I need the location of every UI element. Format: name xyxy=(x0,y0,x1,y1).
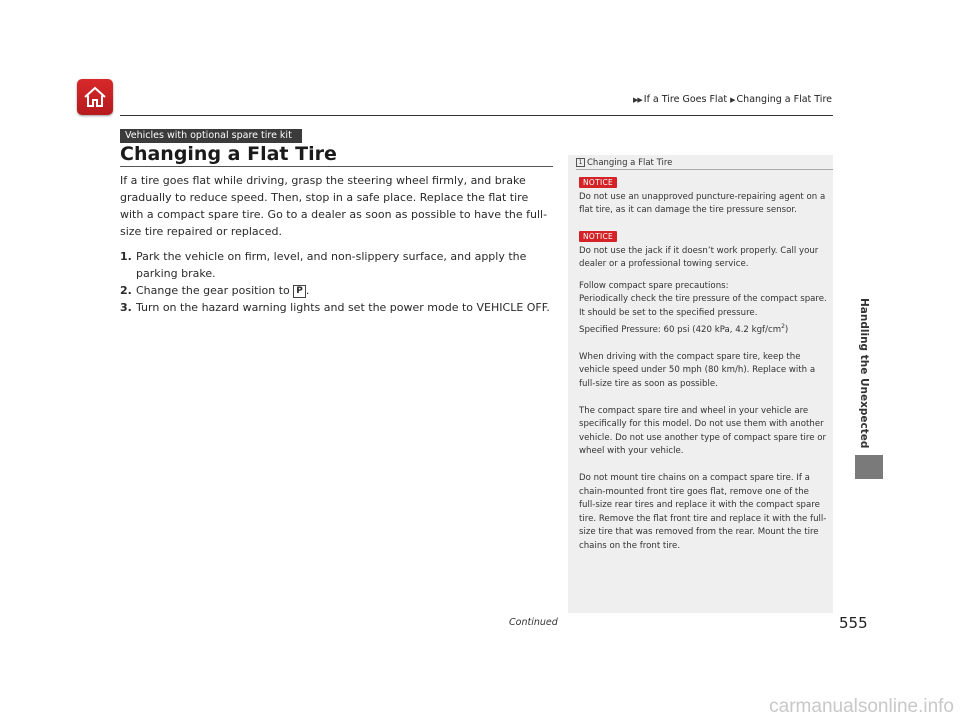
pressure-prefix: Specified Pressure: 60 psi (420 kPa, 4.2 kgf/cm xyxy=(579,324,782,335)
section-label: Handling the Unexpected xyxy=(858,298,870,449)
arrow-icon: ▶ xyxy=(730,96,735,104)
watermark: carmanualsonline.info xyxy=(769,696,954,717)
sidebar-body xyxy=(579,177,827,567)
double-arrow-icon: ▶▶ xyxy=(632,96,642,104)
breadcrumb-item-flat-tire[interactable]: If a Tire Goes Flat xyxy=(643,94,728,105)
step-item xyxy=(120,282,550,299)
step-text: Park the vehicle on firm, level, and non-slippery surface, and apply the parking brake. xyxy=(136,250,527,280)
sidebar-notes xyxy=(568,155,833,613)
notice-badge: NOTICE xyxy=(579,177,617,188)
breadcrumb-item-changing-tire: Changing a Flat Tire xyxy=(736,94,832,105)
steps-list xyxy=(120,248,550,316)
step-number: 1. xyxy=(120,250,132,263)
notice-text: Do not use the jack if it doesn’t work properly. Call your dealer or a professional towing service. xyxy=(579,245,819,269)
page-number: 555 xyxy=(839,614,868,632)
header-rule xyxy=(120,115,833,116)
model-paragraph: The compact spare tire and wheel in your vehicle are specifically for this model. Do not use them with another vehicle. Do not use another type of compact spare tire or wheel with your vehicle. xyxy=(579,405,827,457)
speed-paragraph: When driving with the compact spare tire, keep the vehicle speed under 50 mph (80 km/h). Replace with a full-size tire as soon as possible. xyxy=(579,351,816,389)
chains-paragraph: Do not mount tire chains on a compact spare tire. If a chain-mounted front tire goes flat, remove one of the full-size rear tires and replace it with the compact spare tire. Remove the flat front tire and replace it with the full-size tire that was removed from the rear. Mount the tire chains on the front tire. xyxy=(579,473,827,551)
breadcrumb xyxy=(633,94,832,105)
intro-paragraph: If a tire goes flat while driving, grasp the steering wheel firmly, and brake gradually to reduce speed. Then, stop in a safe place. Replace the flat tire with a compact spare tire. Go to a dealer as soon as possible to have the full-size tire repaired or replaced. xyxy=(120,174,548,238)
step-text: Change the gear position to xyxy=(136,284,294,297)
step-text: Turn on the hazard warning lights and set the power mode to VEHICLE OFF. xyxy=(136,301,550,314)
sidebar-rule xyxy=(576,169,833,170)
pressure-text xyxy=(579,320,827,337)
notice-badge: NOTICE xyxy=(579,231,617,242)
gear-p-icon: P xyxy=(293,285,306,298)
pressure-suffix: ) xyxy=(784,324,789,335)
sidebar-title-text: Changing a Flat Tire xyxy=(587,158,673,168)
sidebar-title xyxy=(576,158,672,168)
step-number: 2. xyxy=(120,284,132,297)
kit-tag: Vehicles with optional spare tire kit xyxy=(120,129,302,143)
home-button[interactable] xyxy=(77,79,113,115)
section-tab[interactable] xyxy=(855,455,883,479)
page-title: Changing a Flat Tire xyxy=(120,143,337,165)
step-item xyxy=(120,248,550,282)
precautions-text: Periodically check the tire pressure of the compact spare. It should be set to the specified pressure. xyxy=(579,294,827,318)
continued-label: Continued xyxy=(509,617,558,628)
notice-text: Do not use an unapproved puncture-repairing agent on a flat tire, as it can damage the tire pressure sensor. xyxy=(579,191,826,215)
title-rule xyxy=(120,166,553,167)
step-item xyxy=(120,299,550,316)
precautions-heading: Follow compact spare precautions: xyxy=(579,280,729,291)
reference-icon: 1 xyxy=(576,158,585,167)
step-number: 3. xyxy=(120,301,132,314)
home-icon xyxy=(83,85,107,109)
pressure-sup: 2 xyxy=(781,323,785,330)
step-text-end: . xyxy=(305,284,310,297)
